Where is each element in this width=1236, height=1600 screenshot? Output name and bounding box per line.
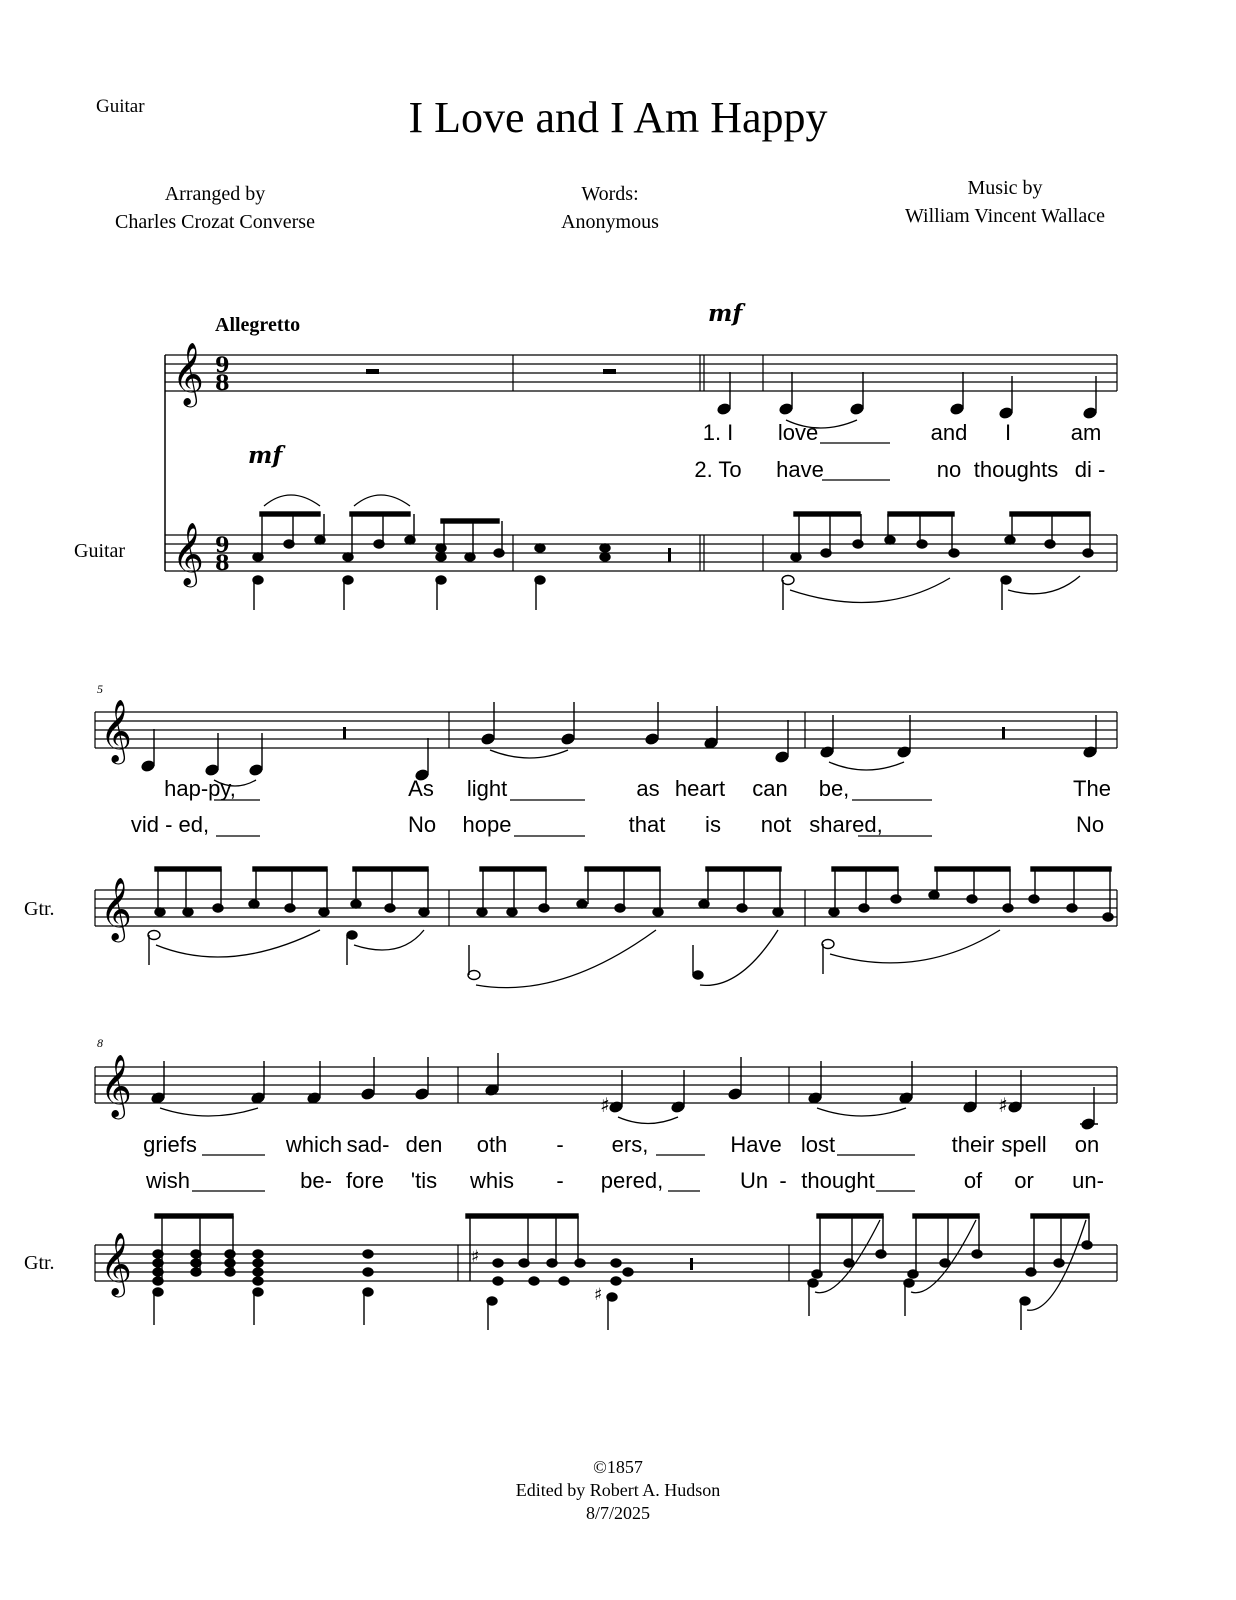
lyric-syllable: thought (801, 1168, 875, 1193)
lyric-syllable: As (408, 776, 434, 801)
voice-dynamic: mf (708, 300, 743, 327)
lyric-syllable: as (636, 776, 660, 801)
time-sig-bottom: 8 (215, 550, 230, 575)
treble-clef-icon: 𝄞 (172, 522, 204, 585)
treble-clef-icon: 𝄞 (100, 1232, 132, 1295)
measure-number-5: 5 (97, 682, 103, 696)
lyric-syllable: wish (145, 1168, 191, 1193)
lyric-syllable: sad- (346, 1132, 390, 1157)
lyric-syllable: vid - ed, (130, 812, 210, 837)
lyricist-name: Anonymous (561, 211, 659, 233)
sharp-icon: ♯ (594, 1285, 603, 1305)
treble-clef-icon: 𝄞 (100, 877, 132, 940)
voice-notes-3 (151, 1053, 1098, 1130)
lyric-syllable: No (407, 812, 437, 837)
time-sig-top: 9 (215, 352, 230, 377)
lyric-syllable: The (1073, 776, 1111, 801)
lyric-syllable: un- (1072, 1168, 1104, 1193)
guitar-dynamic: mf (248, 442, 283, 469)
guitar-staff-3 (95, 1245, 1117, 1281)
lyric-syllable: spell (1001, 1132, 1047, 1157)
lyric-syllable: No (1075, 812, 1105, 837)
lyric-syllable: no (936, 457, 962, 482)
lyric-syllable: shared, (809, 812, 883, 837)
time-sig-top: 9 (215, 532, 230, 557)
lyric-syllable: lost (800, 1132, 836, 1157)
lyric-syllable: 'tis (410, 1168, 438, 1193)
lyric-syllable: on (1074, 1132, 1100, 1157)
lyric-syllable: and (930, 420, 968, 445)
lyric-syllable: or (1014, 1168, 1034, 1193)
tempo-marking: Allegretto (215, 314, 301, 336)
lyric-syllable: love (777, 420, 819, 445)
lyric-syllable: fore (346, 1168, 384, 1193)
composer-name: William Vincent Wallace (904, 205, 1106, 227)
lyric-syllable: is (705, 812, 721, 837)
treble-clef-icon: 𝄞 (100, 1054, 132, 1117)
page-title: I Love and I Am Happy (408, 93, 828, 142)
footer (0, 1456, 1236, 1525)
lyric-syllable: 2. To (694, 457, 742, 482)
lyric-syllable: 1. I (702, 420, 734, 445)
lyric-syllable: den (405, 1132, 443, 1157)
edit-date: 8/7/2025 (585, 1503, 650, 1523)
lyricist-label: Words: (581, 183, 639, 205)
copyright-notice: ©1857 (593, 1457, 643, 1477)
treble-clef-icon: 𝄞 (100, 699, 132, 762)
lyric-syllable: di - (1074, 457, 1106, 482)
lyric-syllable: pered, (600, 1168, 664, 1193)
measure-number-8: 8 (97, 1036, 103, 1050)
lyric-syllable: can (752, 776, 788, 801)
treble-clef-icon: 𝄞 (172, 342, 204, 405)
lyric-syllable: - (556, 1132, 564, 1157)
lyric-syllable: I (1004, 420, 1012, 445)
lyric-syllable: Have (730, 1132, 782, 1157)
lyric-syllable: that (628, 812, 666, 837)
lyric-syllable: be, (818, 776, 850, 801)
lyric-syllable: hope (462, 812, 512, 837)
composer-label: Music by (967, 177, 1043, 199)
sharp-icon: ♯ (998, 1093, 1008, 1117)
quarter-rest-icon (690, 1258, 693, 1270)
lyric-syllable: not (760, 812, 792, 837)
lyric-syllable: heart (674, 776, 726, 801)
instrument-label-gtr-3: Gtr. (24, 1252, 55, 1274)
lyric-syllable: their (951, 1132, 995, 1157)
instrument-label-gtr-2: Gtr. (24, 898, 55, 920)
lyric-syllable: have (776, 457, 824, 482)
lyric-syllable: thoughts (973, 457, 1059, 482)
editor-credit: Edited by Robert A. Hudson (515, 1480, 721, 1500)
lyric-syllable: ers, (611, 1132, 649, 1157)
arranger-name: Charles Crozat Converse (115, 211, 315, 233)
arranger-label: Arranged by (164, 183, 266, 205)
instrument-label-guitar: Guitar (74, 540, 126, 562)
sharp-icon: ♯ (600, 1093, 610, 1117)
lyric-syllable: hap-py, (164, 776, 236, 801)
lyric-syllable: Un (739, 1168, 769, 1193)
lyric-syllable: be- (300, 1168, 332, 1193)
part-label: Guitar (96, 96, 145, 117)
lyric-syllable: of (963, 1168, 983, 1193)
lyric-syllable: - (779, 1168, 787, 1193)
time-sig-bottom: 8 (215, 370, 230, 395)
lyric-syllable: - (556, 1168, 564, 1193)
lyric-syllable: oth (476, 1132, 508, 1157)
lyric-syllable: griefs (143, 1132, 197, 1157)
lyric-syllable: am (1070, 420, 1102, 445)
lyric-syllable: light (466, 776, 508, 801)
sharp-icon: ♯ (471, 1247, 480, 1267)
lyric-syllable: which (285, 1132, 343, 1157)
lyric-syllable: whis (469, 1168, 515, 1193)
